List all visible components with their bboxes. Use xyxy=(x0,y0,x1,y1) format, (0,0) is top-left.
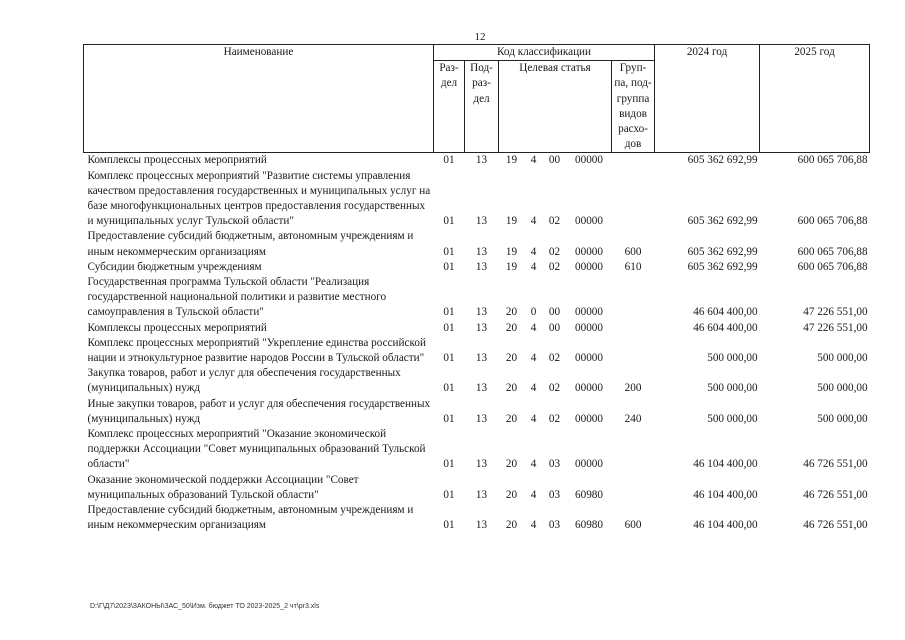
row-amount-2024: 46 604 400,00 xyxy=(693,306,758,319)
row-name: Государственная программа Тульской области "Реализация государственной национальной политики и развитие местного самоуправления в Тульской области" xyxy=(87,276,387,319)
table-row xyxy=(84,321,870,336)
row-amount-2024: 605 362 692,99 xyxy=(687,154,758,167)
row-target-type: 4 xyxy=(530,488,537,501)
row-podrazdel: 13 xyxy=(475,412,488,425)
row-amount-2025: 600 065 706,88 xyxy=(797,260,868,273)
row-name: Комплекс процессных мероприятий "Укрепление единства российской нации и этнокультурное развитие народов России в Тульской области" xyxy=(87,336,426,365)
page-number: 12 xyxy=(474,31,486,43)
row-razdel: 01 xyxy=(443,412,455,425)
row-podrazdel: 13 xyxy=(475,488,488,501)
row-expense-group xyxy=(612,275,655,321)
row-name: Иные закупки товаров, работ и услуг для обеспечения государственных (муниципальных) нужд xyxy=(87,397,431,425)
row-podrazdel: 13 xyxy=(475,519,488,532)
row-target-structure: 03 xyxy=(548,488,561,501)
row-target-program: 20 xyxy=(505,519,518,532)
row-expense-group: 600 xyxy=(624,245,642,258)
file-path-footer: D:\Г\Д7\2023\ЗАКОНЫ\ЗАС_50\Изм. бюджет ТО 2023-2025_2 чт\pr3.xls xyxy=(90,603,320,610)
row-target-program: 20 xyxy=(505,352,518,365)
row-target-type: 4 xyxy=(530,352,537,365)
row-expense-group xyxy=(612,153,655,169)
row-amount-2025: 500 000,00 xyxy=(817,352,868,365)
row-target-direction: 00000 xyxy=(575,215,603,228)
row-target-type: 4 xyxy=(530,321,537,334)
row-podrazdel: 13 xyxy=(475,458,488,471)
row-target-structure: 03 xyxy=(548,519,561,532)
row-razdel: 01 xyxy=(443,215,455,228)
row-target-program: 20 xyxy=(505,458,518,471)
row-target-type: 4 xyxy=(530,458,537,471)
row-razdel: 01 xyxy=(443,154,455,167)
table-row xyxy=(84,153,870,169)
row-amount-2024: 605 362 692,99 xyxy=(687,245,758,258)
row-target-program: 20 xyxy=(505,488,518,501)
table-header xyxy=(84,45,870,153)
row-amount-2025: 600 065 706,88 xyxy=(797,245,868,258)
row-name: Оказание экономической поддержки Ассоциации "Совет муниципальных образований Тульской области" xyxy=(87,473,359,501)
row-amount-2025: 46 726 551,00 xyxy=(803,458,868,471)
row-target-program: 19 xyxy=(505,154,518,167)
table-row xyxy=(84,366,870,396)
row-razdel: 01 xyxy=(443,260,455,273)
row-target-structure: 00 xyxy=(548,154,561,167)
row-target-direction: 00000 xyxy=(575,154,603,167)
header-target-article: Целевая статья xyxy=(499,61,612,153)
row-razdel: 01 xyxy=(443,382,455,395)
table-row xyxy=(84,336,870,366)
row-name: Предоставление субсидий бюджетным, автономным учреждениям и иным некоммерческим организациям xyxy=(87,504,414,532)
row-target-direction: 00000 xyxy=(575,260,603,273)
row-target-structure: 00 xyxy=(548,306,561,319)
header-podrazdel: Под- раз- дел xyxy=(465,61,499,153)
row-amount-2024: 500 000,00 xyxy=(707,412,758,425)
row-target-direction: 00000 xyxy=(575,245,603,258)
row-amount-2024: 500 000,00 xyxy=(707,352,758,365)
row-name: Комплексы процессных мероприятий xyxy=(87,321,267,334)
row-target-type: 4 xyxy=(530,245,537,258)
row-expense-group: 600 xyxy=(624,519,642,532)
header-name: Наименование xyxy=(84,45,434,153)
header-razdel: Раз- дел xyxy=(434,61,465,153)
row-target-type: 4 xyxy=(530,260,537,273)
row-expense-group xyxy=(612,169,655,230)
row-name: Предоставление субсидий бюджетным, автономным учреждениям и иным некоммерческим организациям xyxy=(87,230,414,258)
row-expense-group xyxy=(612,473,655,503)
row-target-direction: 60980 xyxy=(575,488,603,501)
row-amount-2024: 605 362 692,99 xyxy=(687,215,758,228)
row-razdel: 01 xyxy=(443,458,455,471)
row-name: Субсидии бюджетным учреждениям xyxy=(87,260,262,273)
row-target-direction: 00000 xyxy=(575,321,603,334)
row-razdel: 01 xyxy=(443,519,455,532)
row-target-structure: 03 xyxy=(548,458,561,471)
table-row xyxy=(84,427,870,473)
row-podrazdel: 13 xyxy=(475,260,488,273)
header-year-2024: 2024 год xyxy=(655,45,760,153)
row-target-program: 20 xyxy=(505,321,518,334)
row-target-direction: 60980 xyxy=(575,519,603,532)
row-target-program: 20 xyxy=(505,306,518,319)
table-row xyxy=(84,229,870,259)
row-name: Комплексы процессных мероприятий xyxy=(87,154,267,167)
table-row xyxy=(84,169,870,230)
row-name: Комплекс процессных мероприятий "Развитие системы управления качеством предоставления государственных и муниципальных услуг на базе многофункциональных центров предоставления государственных и муниципальных услуг Тульской области" xyxy=(87,169,431,228)
row-amount-2025: 600 065 706,88 xyxy=(797,154,868,167)
row-amount-2025: 46 726 551,00 xyxy=(803,488,868,501)
row-target-direction: 00000 xyxy=(575,458,603,471)
row-amount-2024: 46 104 400,00 xyxy=(693,488,758,501)
row-target-program: 19 xyxy=(505,215,518,228)
row-target-program: 20 xyxy=(505,382,518,395)
row-target-program: 19 xyxy=(505,245,518,258)
row-target-structure: 02 xyxy=(548,260,561,273)
row-target-direction: 00000 xyxy=(575,412,603,425)
row-expense-group xyxy=(612,336,655,366)
row-amount-2025: 500 000,00 xyxy=(817,412,868,425)
row-amount-2025: 600 065 706,88 xyxy=(797,215,868,228)
row-podrazdel: 13 xyxy=(475,321,488,334)
row-podrazdel: 13 xyxy=(475,154,488,167)
row-name: Комплекс процессных мероприятий "Оказание экономической поддержки Ассоциации "Совет муниципальных образований Тульской области" xyxy=(87,428,426,471)
table-row xyxy=(84,275,870,321)
row-podrazdel: 13 xyxy=(475,245,488,258)
header-year-2025: 2025 год xyxy=(760,45,870,153)
row-podrazdel: 13 xyxy=(475,382,488,395)
row-expense-group: 200 xyxy=(624,382,642,395)
row-podrazdel: 13 xyxy=(475,215,488,228)
row-target-structure: 02 xyxy=(548,215,561,228)
table-body xyxy=(84,153,870,534)
row-expense-group xyxy=(612,321,655,336)
row-target-direction: 00000 xyxy=(575,352,603,365)
row-razdel: 01 xyxy=(443,321,455,334)
table-row xyxy=(84,260,870,275)
row-target-type: 4 xyxy=(530,412,537,425)
budget-table xyxy=(83,44,870,534)
row-amount-2025: 47 226 551,00 xyxy=(803,321,868,334)
row-expense-group xyxy=(612,427,655,473)
row-target-type: 4 xyxy=(530,519,537,532)
row-amount-2024: 46 604 400,00 xyxy=(693,321,758,334)
row-target-structure: 02 xyxy=(548,352,561,365)
row-podrazdel: 13 xyxy=(475,352,488,365)
row-expense-group: 240 xyxy=(624,412,642,425)
row-target-direction: 00000 xyxy=(575,382,603,395)
table-row xyxy=(84,473,870,503)
row-amount-2024: 46 104 400,00 xyxy=(693,458,758,471)
row-target-program: 19 xyxy=(505,260,518,273)
row-razdel: 01 xyxy=(443,488,455,501)
row-razdel: 01 xyxy=(443,352,455,365)
row-target-direction: 00000 xyxy=(575,306,603,319)
row-amount-2024: 605 362 692,99 xyxy=(687,260,758,273)
header-expense-group: Груп- па, под- группа видов расхо- дов xyxy=(612,61,655,153)
row-target-type: 4 xyxy=(530,215,537,228)
row-podrazdel: 13 xyxy=(475,306,488,319)
row-expense-group: 610 xyxy=(624,260,642,273)
row-razdel: 01 xyxy=(443,245,455,258)
row-amount-2025: 500 000,00 xyxy=(817,382,868,395)
row-target-program: 20 xyxy=(505,412,518,425)
row-target-type: 4 xyxy=(530,154,537,167)
row-target-type: 0 xyxy=(530,306,537,319)
row-target-structure: 02 xyxy=(548,382,561,395)
row-amount-2025: 47 226 551,00 xyxy=(803,306,868,319)
row-target-structure: 02 xyxy=(548,412,561,425)
table-row xyxy=(84,397,870,427)
row-target-structure: 02 xyxy=(548,245,561,258)
table-row xyxy=(84,503,870,533)
row-name: Закупка товаров, работ и услуг для обеспечения государственных (муниципальных) нужд xyxy=(87,367,401,395)
row-razdel: 01 xyxy=(443,306,455,319)
row-target-structure: 00 xyxy=(548,321,561,334)
row-amount-2024: 46 104 400,00 xyxy=(693,519,758,532)
header-code: Код классификации xyxy=(434,45,655,61)
row-amount-2025: 46 726 551,00 xyxy=(803,519,868,532)
row-amount-2024: 500 000,00 xyxy=(707,382,758,395)
row-target-type: 4 xyxy=(530,382,537,395)
